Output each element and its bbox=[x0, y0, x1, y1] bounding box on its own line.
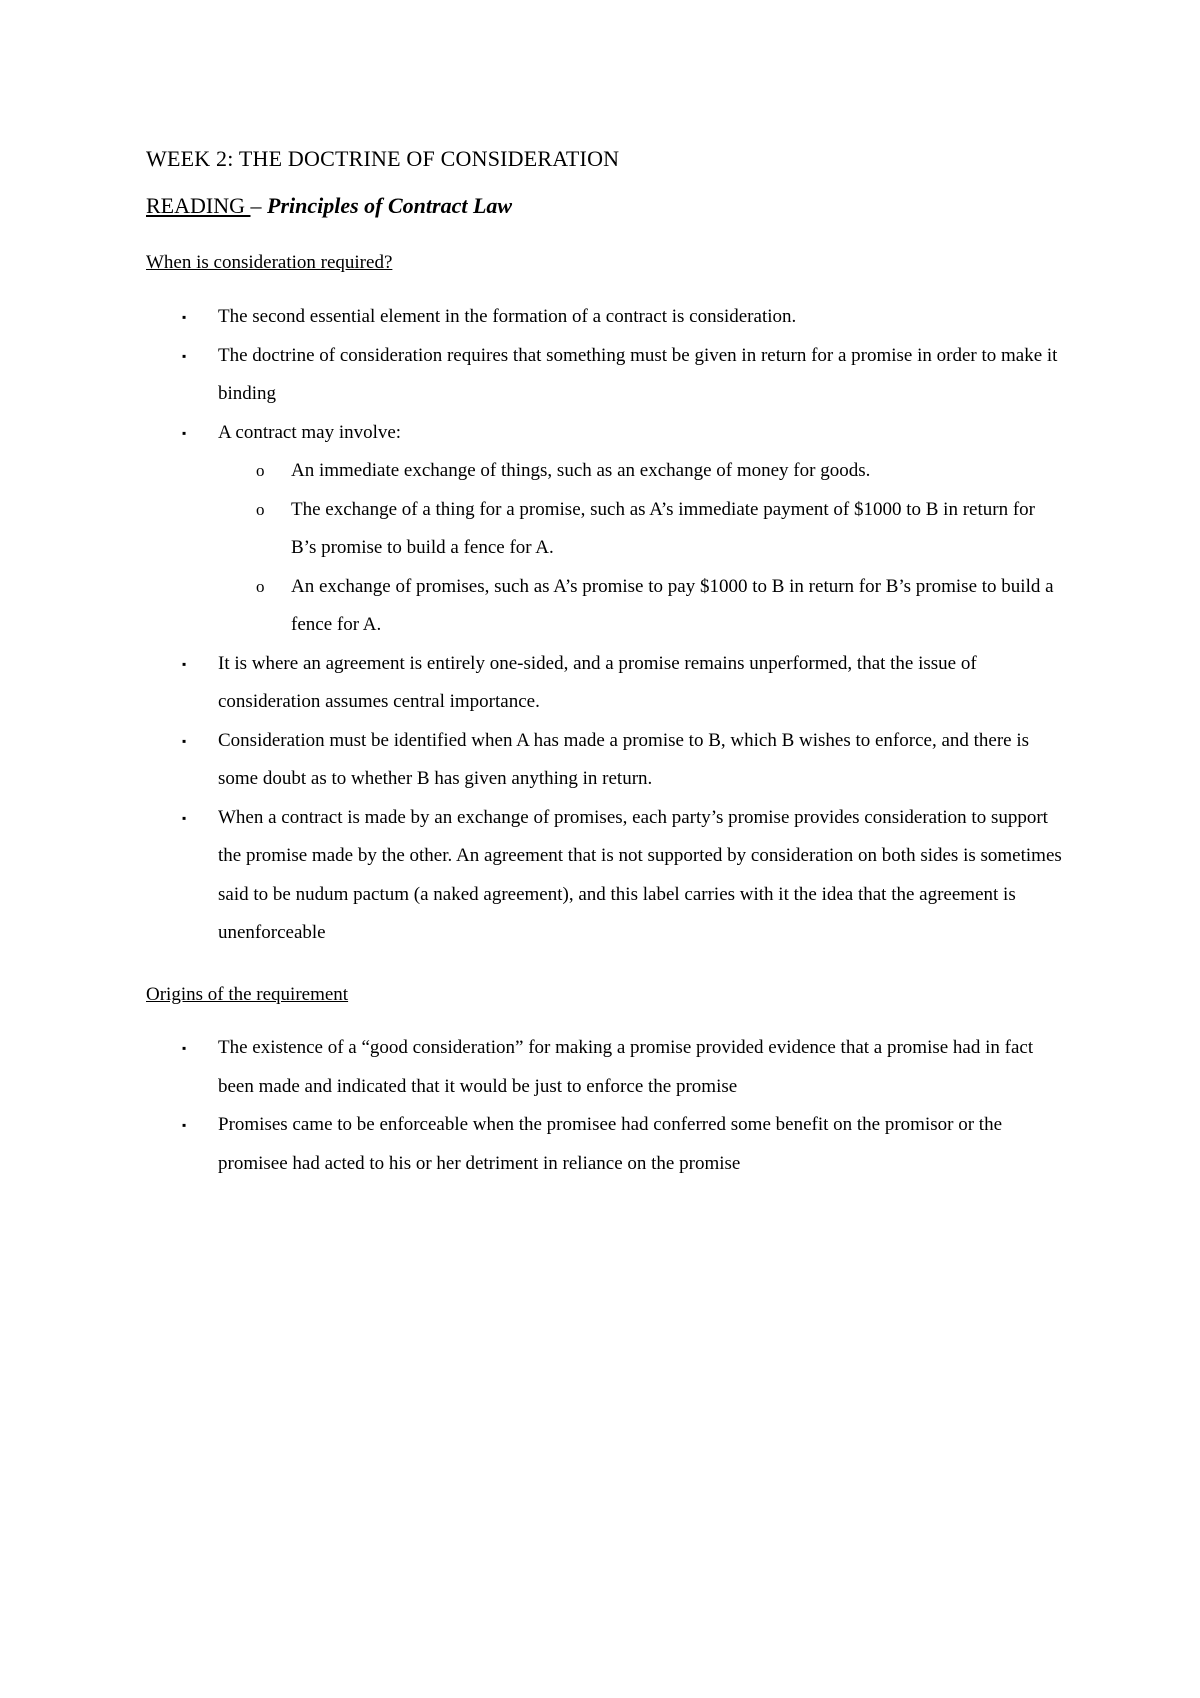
list-item-text: Promises came to be enforceable when the promisee had conferred some benefit on the promisor or the promisee had acted to his or her detriment in reliance on the promise bbox=[218, 1114, 1003, 1174]
list-item bbox=[182, 414, 1062, 645]
list-item bbox=[182, 1029, 1062, 1106]
square-bullet-icon: ▪ bbox=[182, 733, 187, 748]
reading-dash: – bbox=[250, 193, 267, 218]
list-item-text: Consideration must be identified when A has made a promise to B, which B wishes to enforce, and there is some doubt as to whether B has given anything in return. bbox=[218, 729, 1030, 789]
square-bullet-icon: ▪ bbox=[182, 348, 187, 363]
list-item bbox=[182, 722, 1062, 799]
sub-list-item-text: The exchange of a thing for a promise, such as A’s immediate payment of $1000 to B in return for B’s promise to build a fence for A. bbox=[291, 498, 1035, 558]
bullet-list-when-required bbox=[182, 298, 1062, 953]
list-item-text: It is where an agreement is entirely one-sided, and a promise remains unperformed, that the issue of consideration assumes central importance. bbox=[218, 652, 977, 712]
sub-list bbox=[218, 452, 1062, 645]
list-item bbox=[182, 645, 1062, 722]
bullet-list-origins bbox=[182, 1029, 1062, 1183]
list-item bbox=[182, 799, 1062, 953]
sub-list-item-text: An exchange of promises, such as A’s promise to pay $1000 to B in return for B’s promise to build a fence for A. bbox=[291, 575, 1054, 635]
circle-bullet-icon: o bbox=[256, 461, 265, 480]
sub-list-item bbox=[218, 568, 1062, 645]
reading-label: READING bbox=[146, 193, 251, 218]
section-heading-origins: Origins of the requirement bbox=[146, 984, 349, 1005]
circle-bullet-icon: o bbox=[256, 576, 265, 596]
list-item-text: When a contract is made by an exchange of promises, each party’s promise provides consideration to support the promise made by the other. An agreement that is not supported by consideration on both sides is sometimes said to be nudum pactum (a naked agreement), and this label carries with it the idea that the agreement is unenforceable bbox=[218, 806, 1062, 943]
list-item-text: The second essential element in the formation of a contract is consideration. bbox=[218, 306, 797, 327]
square-bullet-icon: ▪ bbox=[182, 656, 187, 671]
reading-line bbox=[146, 193, 512, 219]
list-item-text: The existence of a “good consideration” for making a promise provided evidence that a promise had in fact been made and indicated that it would be just to enforce the promise bbox=[218, 1037, 1034, 1097]
list-item-text: The doctrine of consideration requires that something must be given in return for a promise in order to make it binding bbox=[218, 344, 1058, 404]
square-bullet-icon: ▪ bbox=[182, 310, 187, 324]
list-item bbox=[182, 1106, 1062, 1183]
sub-list-item bbox=[218, 491, 1062, 568]
list-item bbox=[182, 337, 1062, 414]
list-item bbox=[182, 298, 1062, 337]
sub-list-item-text: An immediate exchange of things, such as an exchange of money for goods. bbox=[291, 460, 871, 481]
square-bullet-icon: ▪ bbox=[182, 1118, 187, 1132]
reading-book-title: Principles of Contract Law bbox=[267, 193, 513, 218]
circle-bullet-icon: o bbox=[256, 499, 265, 519]
square-bullet-icon: ▪ bbox=[182, 810, 187, 825]
square-bullet-icon: ▪ bbox=[182, 425, 187, 440]
sub-list-item bbox=[218, 452, 1062, 491]
document-title: WEEK 2: THE DOCTRINE OF CONSIDERATION bbox=[146, 146, 620, 171]
list-item-text: A contract may involve: bbox=[218, 421, 402, 443]
section-heading-when-required: When is consideration required? bbox=[146, 252, 393, 273]
square-bullet-icon: ▪ bbox=[182, 1041, 187, 1055]
